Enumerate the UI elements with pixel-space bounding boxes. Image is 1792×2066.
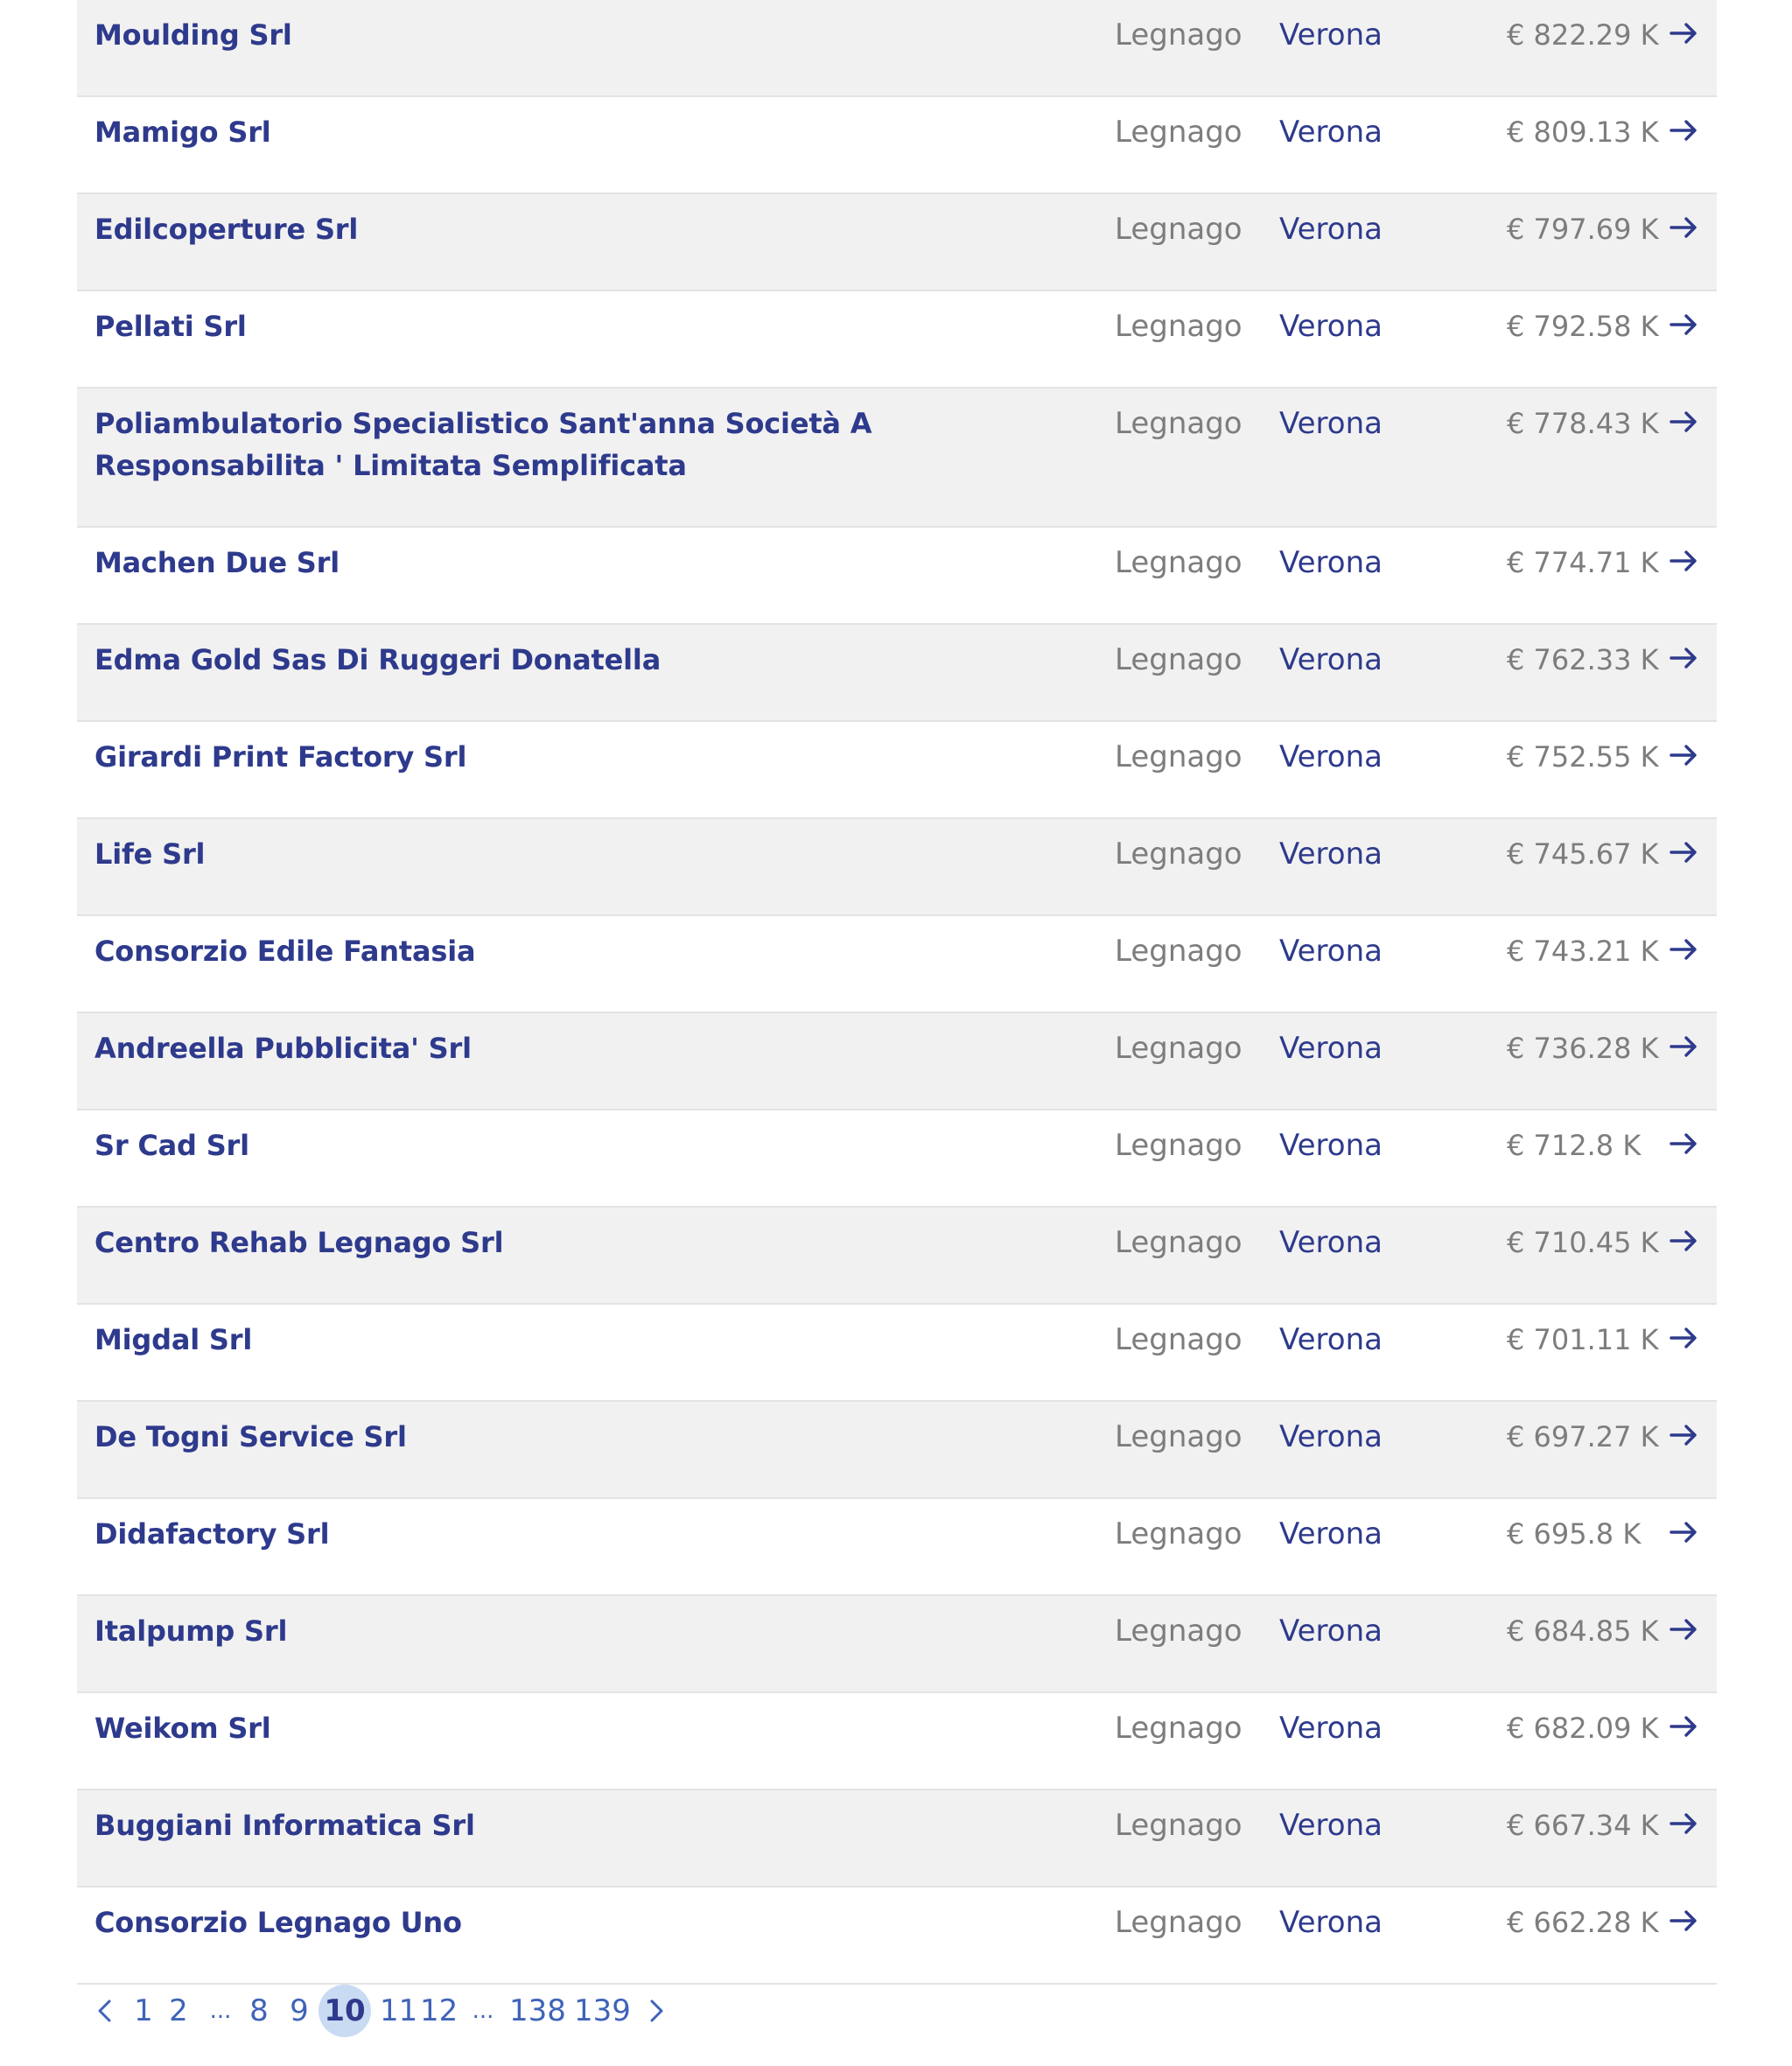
pagination bbox=[88, 1985, 700, 2037]
company-row[interactable] bbox=[77, 722, 1717, 819]
company-province: Verona bbox=[1279, 406, 1382, 441]
company-province: Verona bbox=[1279, 1516, 1382, 1551]
company-city: Legnago bbox=[1115, 739, 1242, 774]
company-city: Legnago bbox=[1115, 1225, 1242, 1260]
company-value: € 662.28 K bbox=[1507, 1906, 1659, 1939]
company-name[interactable]: Life Srl bbox=[94, 837, 206, 871]
arrow-right-icon[interactable] bbox=[1668, 1516, 1699, 1548]
company-province: Verona bbox=[1279, 934, 1382, 969]
company-name[interactable]: Sr Cad Srl bbox=[94, 1129, 249, 1162]
company-name[interactable]: Edma Gold Sas Di Ruggeri Donatella bbox=[94, 643, 662, 676]
arrow-right-icon[interactable] bbox=[1668, 1808, 1699, 1839]
company-province: Verona bbox=[1279, 1711, 1382, 1746]
company-name[interactable]: Centro Rehab Legnago Srl bbox=[94, 1226, 504, 1259]
company-row[interactable] bbox=[77, 97, 1717, 194]
page-link[interactable]: 11 bbox=[380, 1993, 418, 2028]
company-value: € 762.33 K bbox=[1507, 643, 1659, 676]
arrow-right-icon[interactable] bbox=[1668, 115, 1699, 146]
arrow-right-icon[interactable] bbox=[1668, 18, 1699, 49]
company-row[interactable] bbox=[77, 1887, 1717, 1985]
page-link-current[interactable]: 10 bbox=[318, 1985, 371, 2037]
company-name[interactable]: Migdal Srl bbox=[94, 1323, 253, 1356]
company-row[interactable] bbox=[77, 528, 1717, 625]
arrow-right-icon[interactable] bbox=[1668, 739, 1699, 771]
company-city: Legnago bbox=[1115, 309, 1242, 344]
company-city: Legnago bbox=[1115, 934, 1242, 969]
company-value: € 745.67 K bbox=[1507, 837, 1659, 871]
company-city: Legnago bbox=[1115, 115, 1242, 150]
company-city: Legnago bbox=[1115, 1031, 1242, 1066]
company-province: Verona bbox=[1279, 18, 1382, 53]
company-province: Verona bbox=[1279, 1225, 1382, 1260]
company-province: Verona bbox=[1279, 642, 1382, 677]
company-value: € 792.58 K bbox=[1507, 310, 1659, 343]
company-city: Legnago bbox=[1115, 837, 1242, 872]
arrow-right-icon[interactable] bbox=[1668, 1225, 1699, 1257]
company-name[interactable]: Girardi Print Factory Srl bbox=[94, 740, 467, 774]
company-value: € 736.28 K bbox=[1507, 1032, 1659, 1065]
page-link[interactable]: 8 bbox=[249, 1993, 269, 2028]
arrow-right-icon[interactable] bbox=[1668, 934, 1699, 965]
company-province: Verona bbox=[1279, 545, 1382, 580]
company-province: Verona bbox=[1279, 1031, 1382, 1066]
company-city: Legnago bbox=[1115, 18, 1242, 53]
company-province: Verona bbox=[1279, 115, 1382, 150]
company-city: Legnago bbox=[1115, 1322, 1242, 1357]
company-city: Legnago bbox=[1115, 1419, 1242, 1454]
company-row[interactable] bbox=[77, 1110, 1717, 1208]
company-value: € 752.55 K bbox=[1507, 740, 1659, 774]
company-value: € 682.09 K bbox=[1507, 1712, 1659, 1745]
company-province: Verona bbox=[1279, 309, 1382, 344]
arrow-right-icon[interactable] bbox=[1668, 642, 1699, 674]
company-city: Legnago bbox=[1115, 1614, 1242, 1649]
company-value: € 701.11 K bbox=[1507, 1323, 1659, 1356]
company-row[interactable] bbox=[77, 625, 1717, 722]
company-name[interactable]: Mamigo Srl bbox=[94, 116, 271, 149]
arrow-right-icon[interactable] bbox=[1668, 545, 1699, 577]
company-value: € 809.13 K bbox=[1507, 116, 1659, 149]
company-row[interactable] bbox=[77, 1013, 1717, 1110]
company-name[interactable]: Didafactory Srl bbox=[94, 1517, 330, 1551]
page-link[interactable]: 9 bbox=[290, 1993, 309, 2028]
company-value: € 695.8 K bbox=[1507, 1517, 1642, 1551]
company-name[interactable]: Consorzio Edile Fantasia bbox=[94, 935, 476, 968]
page-link[interactable]: 2 bbox=[169, 1993, 188, 2028]
company-name[interactable]: Consorzio Legnago Uno bbox=[94, 1906, 462, 1939]
company-city: Legnago bbox=[1115, 642, 1242, 677]
company-city: Legnago bbox=[1115, 1516, 1242, 1551]
company-list bbox=[77, 0, 1717, 1985]
page-link[interactable]: 138 bbox=[509, 1993, 566, 2028]
company-row[interactable] bbox=[77, 389, 1717, 528]
company-row[interactable] bbox=[77, 916, 1717, 1013]
company-row[interactable] bbox=[77, 291, 1717, 389]
company-row[interactable] bbox=[77, 1693, 1717, 1790]
company-value: € 743.21 K bbox=[1507, 935, 1659, 968]
arrow-right-icon[interactable] bbox=[1668, 406, 1699, 438]
arrow-right-icon[interactable] bbox=[1668, 212, 1699, 243]
company-value: € 710.45 K bbox=[1507, 1226, 1659, 1259]
company-row[interactable] bbox=[77, 1402, 1717, 1499]
company-name[interactable]: Machen Due Srl bbox=[94, 546, 340, 579]
company-city: Legnago bbox=[1115, 1128, 1242, 1163]
company-row[interactable] bbox=[77, 1499, 1717, 1596]
company-name[interactable]: Weikom Srl bbox=[94, 1712, 271, 1745]
company-name[interactable]: Moulding Srl bbox=[94, 18, 292, 52]
company-value: € 797.69 K bbox=[1507, 213, 1659, 246]
company-value: € 822.29 K bbox=[1507, 18, 1659, 52]
company-row[interactable] bbox=[77, 0, 1717, 97]
page-ellipsis: ... bbox=[472, 1998, 494, 2024]
company-value: € 667.34 K bbox=[1507, 1809, 1659, 1842]
arrow-right-icon[interactable] bbox=[1668, 309, 1699, 340]
company-province: Verona bbox=[1279, 837, 1382, 872]
arrow-right-icon[interactable] bbox=[1668, 1614, 1699, 1645]
arrow-right-icon[interactable] bbox=[1668, 1419, 1699, 1451]
page-link[interactable]: 139 bbox=[574, 1993, 631, 2028]
company-name[interactable]: De Togni Service Srl bbox=[94, 1420, 407, 1453]
company-city: Legnago bbox=[1115, 1711, 1242, 1746]
company-row[interactable] bbox=[77, 1596, 1717, 1693]
company-province: Verona bbox=[1279, 1614, 1382, 1649]
company-name[interactable]: Buggiani Informatica Srl bbox=[94, 1809, 475, 1842]
company-row[interactable] bbox=[77, 819, 1717, 916]
company-province: Verona bbox=[1279, 1808, 1382, 1843]
page-ellipsis: ... bbox=[209, 1998, 232, 2024]
company-province: Verona bbox=[1279, 1419, 1382, 1454]
company-province: Verona bbox=[1279, 739, 1382, 774]
company-name[interactable]: Pellati Srl bbox=[94, 310, 247, 343]
company-name[interactable]: Andreella Pubblicita' Srl bbox=[94, 1032, 472, 1065]
company-city: Legnago bbox=[1115, 1808, 1242, 1843]
arrow-right-icon[interactable] bbox=[1668, 1905, 1699, 1936]
company-city: Legnago bbox=[1115, 406, 1242, 441]
company-city: Legnago bbox=[1115, 1905, 1242, 1940]
company-name[interactable]: Poliambulatorio Specialistico Sant'anna Società A Responsabilita ' Limitata Semplificata bbox=[94, 407, 872, 482]
arrow-right-icon[interactable] bbox=[1668, 1031, 1699, 1062]
company-row[interactable] bbox=[77, 1305, 1717, 1402]
company-value: € 697.27 K bbox=[1507, 1420, 1659, 1453]
company-value: € 778.43 K bbox=[1507, 407, 1659, 440]
page-link[interactable]: 12 bbox=[420, 1993, 458, 2028]
company-row[interactable] bbox=[77, 1790, 1717, 1887]
arrow-right-icon[interactable] bbox=[1668, 837, 1699, 868]
page-link[interactable]: 1 bbox=[134, 1993, 153, 2028]
company-value: € 774.71 K bbox=[1507, 546, 1659, 579]
company-row[interactable] bbox=[77, 194, 1717, 291]
company-city: Legnago bbox=[1115, 212, 1242, 247]
company-city: Legnago bbox=[1115, 545, 1242, 580]
company-value: € 712.8 K bbox=[1507, 1129, 1642, 1162]
company-province: Verona bbox=[1279, 1128, 1382, 1163]
company-name[interactable]: Italpump Srl bbox=[94, 1614, 288, 1648]
arrow-right-icon[interactable] bbox=[1668, 1128, 1699, 1159]
chevron-left-icon[interactable] bbox=[91, 1997, 119, 2025]
company-row[interactable] bbox=[77, 1208, 1717, 1305]
arrow-right-icon[interactable] bbox=[1668, 1322, 1699, 1354]
chevron-right-icon[interactable] bbox=[642, 1997, 670, 2025]
company-province: Verona bbox=[1279, 212, 1382, 247]
company-name[interactable]: Edilcoperture Srl bbox=[94, 213, 359, 246]
company-province: Verona bbox=[1279, 1905, 1382, 1940]
company-province: Verona bbox=[1279, 1322, 1382, 1357]
arrow-right-icon[interactable] bbox=[1668, 1711, 1699, 1742]
company-value: € 684.85 K bbox=[1507, 1614, 1659, 1648]
